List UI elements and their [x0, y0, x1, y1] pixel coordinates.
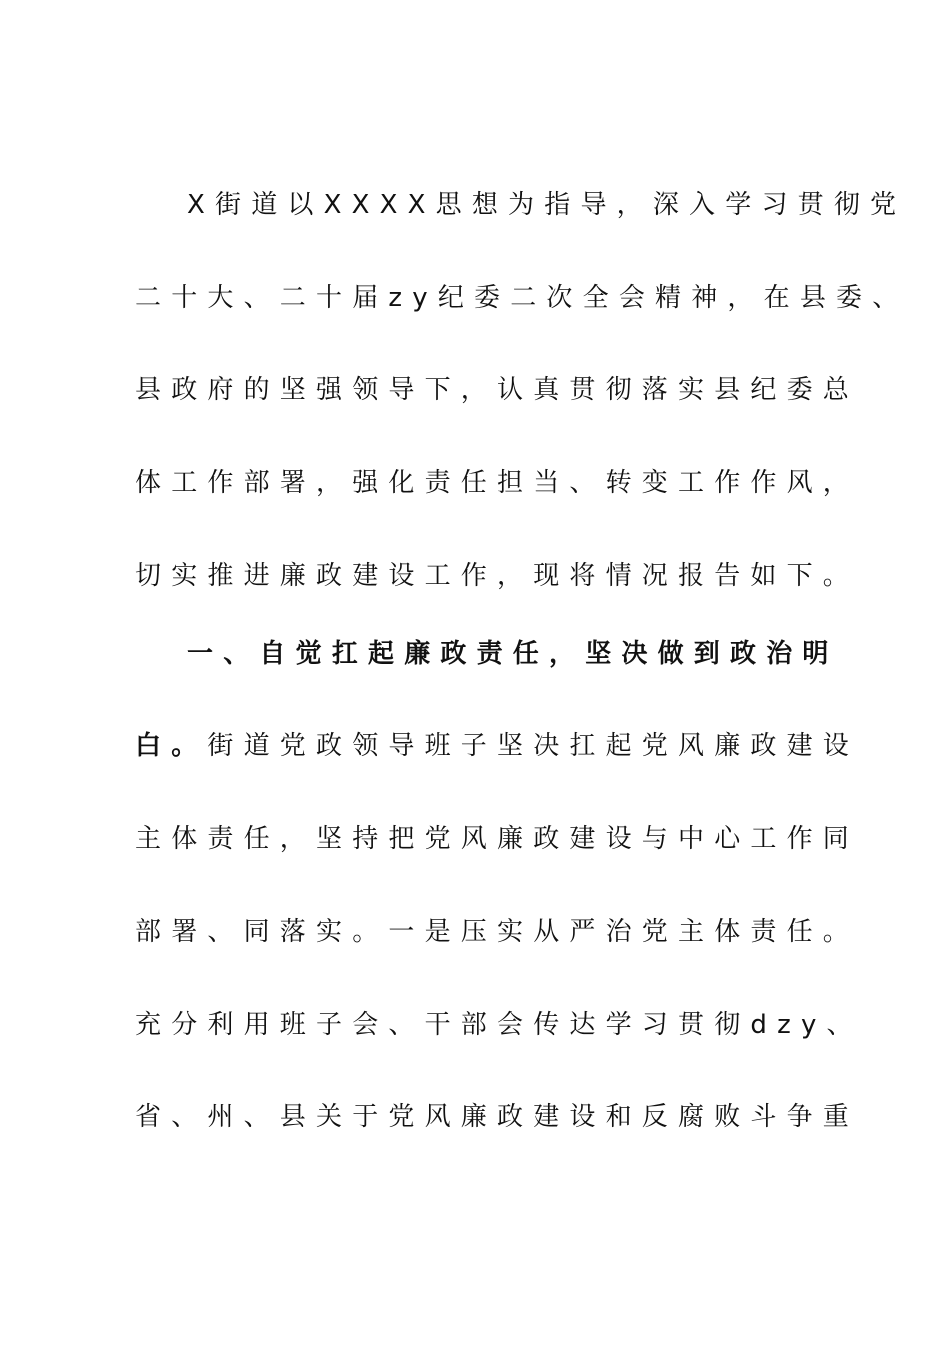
paragraph-line: 二十大、二十届zy纪委二次全会精神，在县委、: [135, 283, 909, 313]
paragraph-line: 省、州、县关于党风廉政建设和反腐败斗争重: [135, 1102, 860, 1132]
paragraph-line: 充分利用班子会、干部会传达学习贯彻dzy、: [135, 1010, 863, 1040]
paragraph-line: 切实推进廉政建设工作，现将情况报告如下。: [135, 561, 860, 591]
paragraph-line: X街道以XXXX思想为指导，深入学习贯彻党: [187, 190, 907, 220]
section-body-text: 街道党政领导班子坚决扛起党风廉政建设: [207, 731, 860, 761]
section-heading-end: 白。: [135, 731, 208, 761]
paragraph-line: 县政府的坚强领导下，认真贯彻落实县纪委总: [135, 375, 860, 405]
paragraph-line: 主体责任，坚持把党风廉政建设与中心工作同: [135, 824, 860, 854]
paragraph-line: 体工作部署，强化责任担当、转变工作作风，: [135, 468, 860, 498]
paragraph-line: 部署、同落实。一是压实从严治党主体责任。: [135, 917, 860, 947]
section-heading-continuation-line: [135, 731, 859, 761]
section-heading: 一、自觉扛起廉政责任，坚决做到政治明: [187, 639, 839, 669]
